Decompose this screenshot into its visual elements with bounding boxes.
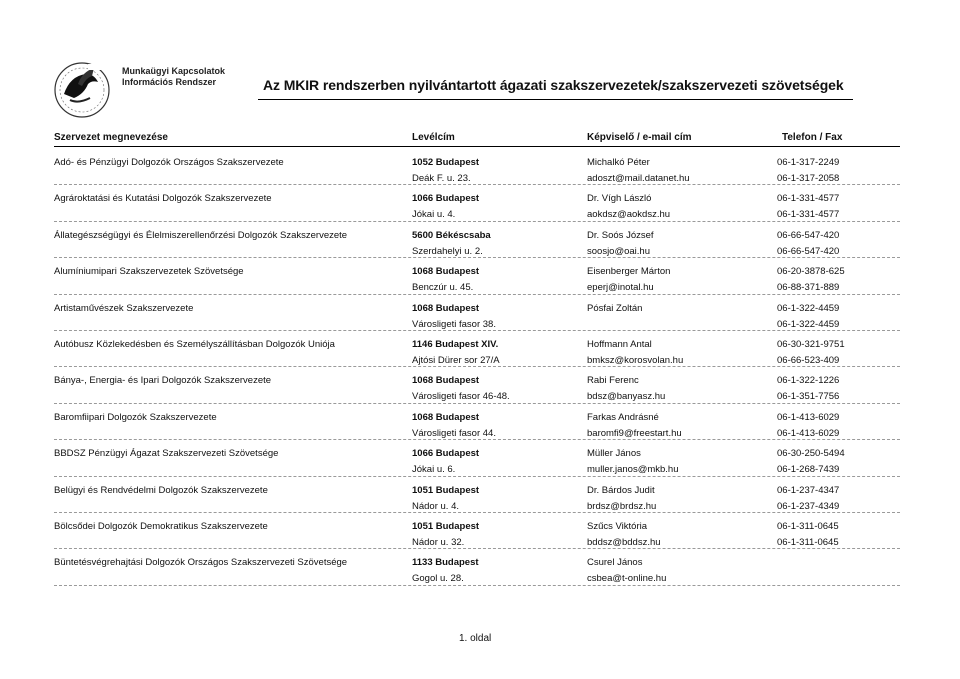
row-divider: [54, 221, 900, 222]
representative-cell: Csurel János: [587, 557, 643, 569]
phone-cell: 06-1-322-1226: [777, 375, 840, 387]
fax-cell: 06-1-322-4459: [777, 318, 840, 330]
org-name-cell: Bánya-, Energia- és Ipari Dolgozók Szakszervezete: [54, 375, 272, 387]
fax-cell: 06-66-547-420: [777, 245, 840, 257]
email-cell: brdsz@brdsz.hu: [587, 500, 657, 512]
org-name-cell: Alumíniumipari Szakszervezetek Szövetsége: [54, 266, 244, 278]
row-divider: [54, 585, 900, 586]
table-row: [54, 441, 900, 477]
org-name-cell: Agrároktatási és Kutatási Dolgozók Szakszervezete: [54, 193, 272, 205]
representative-cell: Szűcs Viktória: [587, 520, 648, 532]
city-cell: 1133 Budapest: [412, 557, 479, 569]
fax-cell: 06-1-237-4349: [777, 500, 840, 512]
table-row: [54, 186, 900, 222]
organization-table: [54, 150, 900, 587]
city-cell: 1052 Budapest: [412, 157, 480, 168]
column-header-address: Levélcím: [412, 132, 455, 143]
city-cell: 1068 Budapest: [412, 302, 480, 314]
street-cell: Városligeti fasor 46-48.: [412, 391, 510, 403]
street-cell: Jókai u. 6.: [412, 464, 456, 476]
row-divider: [54, 184, 900, 185]
org-name-cell: Állategészségügyi és Élelmiszerellenőrzési Dolgozók Szakszervezete: [54, 229, 348, 241]
street-cell: Nádor u. 4.: [412, 500, 459, 512]
org-name-line1: Munkaügyi Kapcsolatok: [122, 66, 226, 76]
org-name-cell: Belügyi és Rendvédelmi Dolgozók Szakszervezete: [54, 484, 268, 496]
org-name-cell: Bölcsődei Dolgozók Demokratikus Szakszervezete: [54, 520, 268, 532]
city-cell: 1066 Budapest: [412, 448, 480, 460]
row-divider: [54, 257, 900, 258]
fax-cell: 06-1-413-6029: [777, 427, 840, 439]
row-divider: [54, 476, 900, 477]
row-divider: [54, 366, 900, 367]
table-row: [54, 332, 900, 368]
city-cell: 1068 Budapest: [412, 375, 480, 387]
page-number: 1. oldal: [459, 633, 492, 644]
email-cell: bddsz@bddsz.hu: [587, 536, 661, 548]
email-cell: eperj@inotal.hu: [587, 282, 654, 294]
column-header-name: Szervezet megnevezése: [54, 132, 168, 143]
street-cell: Városligeti fasor 38.: [412, 318, 496, 330]
org-name-cell: Baromfiipari Dolgozók Szakszervezete: [54, 411, 217, 423]
email-cell: bdsz@banyasz.hu: [587, 391, 666, 403]
representative-cell: Eisenberger Márton: [587, 266, 671, 278]
email-cell: csbea@t-online.hu: [587, 573, 667, 585]
org-name: [122, 66, 225, 88]
city-cell: 1066 Budapest: [412, 193, 480, 205]
phone-cell: 06-1-317-2249: [777, 157, 840, 168]
org-name-cell: Autóbusz Közlekedésben és Személyszállításban Dolgozók Uniója: [54, 338, 335, 350]
row-divider: [54, 403, 900, 404]
phone-cell: 06-30-250-5494: [777, 448, 845, 460]
fax-cell: 06-1-331-4577: [777, 209, 840, 221]
city-cell: 1051 Budapest: [412, 484, 480, 496]
header-divider: [54, 146, 900, 147]
row-divider: [54, 512, 900, 513]
representative-cell: Hoffmann Antal: [587, 338, 652, 350]
fax-cell: 06-88-371-889: [777, 282, 840, 294]
city-cell: 1051 Budapest: [412, 520, 480, 532]
table-row: [54, 223, 900, 259]
fax-cell: 06-66-523-409: [777, 354, 840, 366]
phone-cell: 06-1-311-0645: [777, 520, 839, 532]
page-title: Az MKIR rendszerben nyilvántartott ágazati szakszervezetek/szakszervezeti szövetségek: [263, 77, 844, 93]
representative-cell: Farkas Andrásné: [587, 411, 659, 423]
table-row: [54, 150, 900, 186]
street-cell: Benczúr u. 45.: [412, 282, 474, 294]
phone-cell: 06-1-413-6029: [777, 411, 840, 423]
email-cell: soosjo@oai.hu: [587, 245, 650, 257]
table-row: [54, 514, 900, 550]
row-divider: [54, 294, 900, 295]
phone-cell: 06-66-547-420: [777, 229, 840, 241]
representative-cell: Pósfai Zoltán: [587, 302, 643, 314]
phone-cell: 06-1-322-4459: [777, 302, 840, 314]
phone-cell: 06-1-237-4347: [777, 484, 840, 496]
org-name-cell: Büntetésvégrehajtási Dolgozók Országos Szakszervezeti Szövetsége: [54, 557, 348, 569]
street-cell: Deák F. u. 23.: [412, 173, 471, 184]
org-name-cell: BBDSZ Pénzügyi Ágazat Szakszervezeti Szövetsége: [54, 448, 279, 460]
title-divider: [258, 99, 853, 100]
representative-cell: Müller János: [587, 448, 641, 460]
table-row: [54, 259, 900, 295]
email-cell: aokdsz@aokdsz.hu: [587, 209, 671, 221]
email-cell: adoszt@mail.datanet.hu: [587, 173, 690, 184]
fax-cell: 06-1-351-7756: [777, 391, 840, 403]
representative-cell: Dr. Soós József: [587, 229, 654, 241]
representative-cell: Rabi Ferenc: [587, 375, 639, 387]
table-row: [54, 478, 900, 514]
email-cell: bmksz@korosvolan.hu: [587, 354, 684, 366]
row-divider: [54, 330, 900, 331]
city-cell: 1068 Budapest: [412, 411, 480, 423]
fax-cell: 06-1-311-0645: [777, 536, 839, 548]
city-cell: 1146 Budapest XIV.: [412, 338, 499, 350]
phone-cell: 06-30-321-9751: [777, 338, 845, 350]
representative-cell: Dr. Vígh László: [587, 193, 652, 205]
representative-cell: Dr. Bárdos Judit: [587, 484, 655, 496]
fax-cell: 06-1-268-7439: [777, 464, 840, 476]
city-cell: 5600 Békéscsaba: [412, 229, 491, 241]
column-header-rep: Képviselő / e-mail cím: [587, 132, 692, 143]
street-cell: Gogol u. 28.: [412, 573, 464, 585]
column-header-phone: Telefon / Fax: [782, 132, 843, 143]
street-cell: Városligeti fasor 44.: [412, 427, 496, 439]
org-name-cell: Adó- és Pénzügyi Dolgozók Országos Szakszervezete: [54, 157, 284, 168]
table-row: [54, 550, 900, 586]
row-divider: [54, 548, 900, 549]
email-cell: muller.janos@mkb.hu: [587, 464, 679, 476]
org-name-line2: Információs Rendszer: [122, 77, 217, 87]
street-cell: Jókai u. 4.: [412, 209, 456, 221]
representative-cell: Michalkó Péter: [587, 157, 650, 168]
row-divider: [54, 439, 900, 440]
phone-cell: 06-1-331-4577: [777, 193, 840, 205]
street-cell: Ajtósi Dürer sor 27/A: [412, 354, 500, 366]
phone-cell: 06-20-3878-625: [777, 266, 845, 278]
city-cell: 1068 Budapest: [412, 266, 480, 278]
street-cell: Nádor u. 32.: [412, 536, 465, 548]
org-name-cell: Artistaművészek Szakszervezete: [54, 302, 194, 314]
table-row: [54, 296, 900, 332]
street-cell: Szerdahelyi u. 2.: [412, 245, 483, 257]
fax-cell: 06-1-317-2058: [777, 173, 840, 184]
mkir-logo: [48, 54, 116, 122]
email-cell: baromfi9@freestart.hu: [587, 427, 682, 439]
table-row: [54, 368, 900, 404]
table-row: [54, 405, 900, 441]
